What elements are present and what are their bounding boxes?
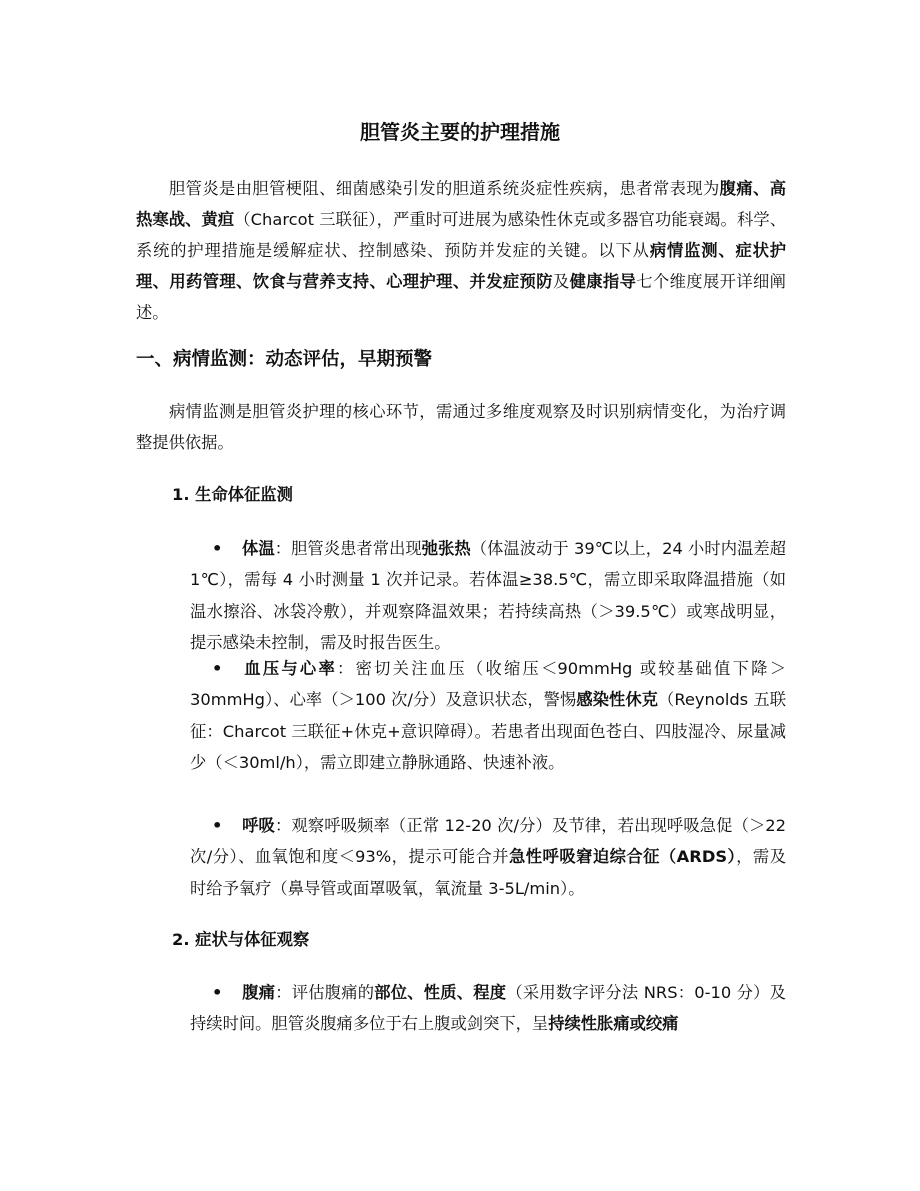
- section-heading: 一、病情监测：动态评估，早期预警: [136, 349, 433, 370]
- intro-text-4: 七个维度展开详细阐述。: [136, 272, 786, 322]
- intro-bold-1: 腹痛、高热寒战、黄疸: [136, 179, 786, 229]
- intro-paragraph: [136, 173, 786, 328]
- list-item-label: 血压与心率: [242, 659, 338, 678]
- intro-text-3: 及: [552, 272, 570, 291]
- intro-text-2: （Charcot 三联征），严重时可进展为感染性休克或多器官功能衰竭。科学、系统的护理措施是缓解症状、控制感染、预防并发症的关键。以下从: [136, 210, 786, 260]
- list-item-text: ：观察呼吸频率（正常 12-20 次/分）及节律，若出现呼吸急促（＞22 次/分）、血氧饱和度＜93%，提示可能合并: [190, 816, 786, 867]
- bullet-icon: •: [212, 659, 223, 678]
- list-item-emphasis: 弛张热: [421, 539, 471, 558]
- subsection-heading-symptoms: 2. 症状与体征观察: [172, 930, 310, 949]
- intro-bold-3: 健康指导: [569, 272, 637, 291]
- list-item-emphasis: 持续性胀痛或绞痛: [548, 1014, 679, 1034]
- list-item: [190, 653, 786, 779]
- section-intro-paragraph: 病情监测是胆管炎护理的核心环节，需通过多维度观察及时识别病情变化，为治疗调整提供依据。: [136, 402, 786, 452]
- list-item-text: （体温波动于 39℃以上，24 小时内温差超 1℃），需每 4 小时测量 1 次并记录。若体温≥38.5℃，需立即采取降温措施（如温水擦浴、冰袋冷敷），并观察降温效果；若持续高热（＞39.5℃）或寒战明显，提示感染未控制，需及时报告医生。: [190, 539, 786, 653]
- list-item-label: 体温: [242, 539, 275, 558]
- list-item-text: ：胆管炎患者常出现: [274, 539, 422, 558]
- list-item-text: ，需及时给予氧疗（鼻导管或面罩吸氧，氧流量 3-5L/min）。: [190, 847, 786, 898]
- page-title: 胆管炎主要的护理措施: [360, 120, 560, 144]
- list-item-text: ：评估腹痛的: [275, 983, 375, 1002]
- list-item: [190, 533, 786, 659]
- intro-bold-2: 病情监测、症状护理、用药管理、饮食与营养支持、心理护理、并发症预防: [136, 241, 786, 291]
- list-item-text: ：密切关注血压（收缩压＜90mmHg 或较基础值下降＞30mmHg）、心率（＞100 次/分）及意识状态，警惕: [190, 659, 786, 710]
- list-item-text: （采用数字评分法 NRS：0-10 分）及持续时间。胆管炎腹痛多位于右上腹或剑突下，呈: [190, 983, 786, 1034]
- bullet-icon: •: [212, 816, 223, 835]
- list-item-text: （Reynolds 五联征：Charcot 三联征+休克+意识障碍）。若患者出现面色苍白、四肢湿冷、尿量减少（＜30ml/h），需立即建立静脉通路、快速补液。: [190, 690, 787, 773]
- list-item-label: 腹痛: [242, 983, 276, 1002]
- list-item: [190, 977, 786, 1040]
- intro-text-1: 胆管炎是由胆管梗阻、细菌感染引发的胆道系统炎症性疾病，患者常表现为: [169, 179, 720, 198]
- list-item-emphasis: 感染性休克: [576, 690, 658, 710]
- bullet-icon: •: [212, 539, 223, 558]
- list-item-emphasis: 急性呼吸窘迫综合征（ARDS）: [509, 847, 737, 867]
- list-item: [190, 810, 786, 904]
- subsection-heading-vitals: 1. 生命体征监测: [172, 485, 293, 504]
- list-item-emphasis: 部位、性质、程度: [374, 983, 507, 1002]
- list-item-label: 呼吸: [242, 816, 275, 835]
- bullet-icon: •: [212, 983, 223, 1002]
